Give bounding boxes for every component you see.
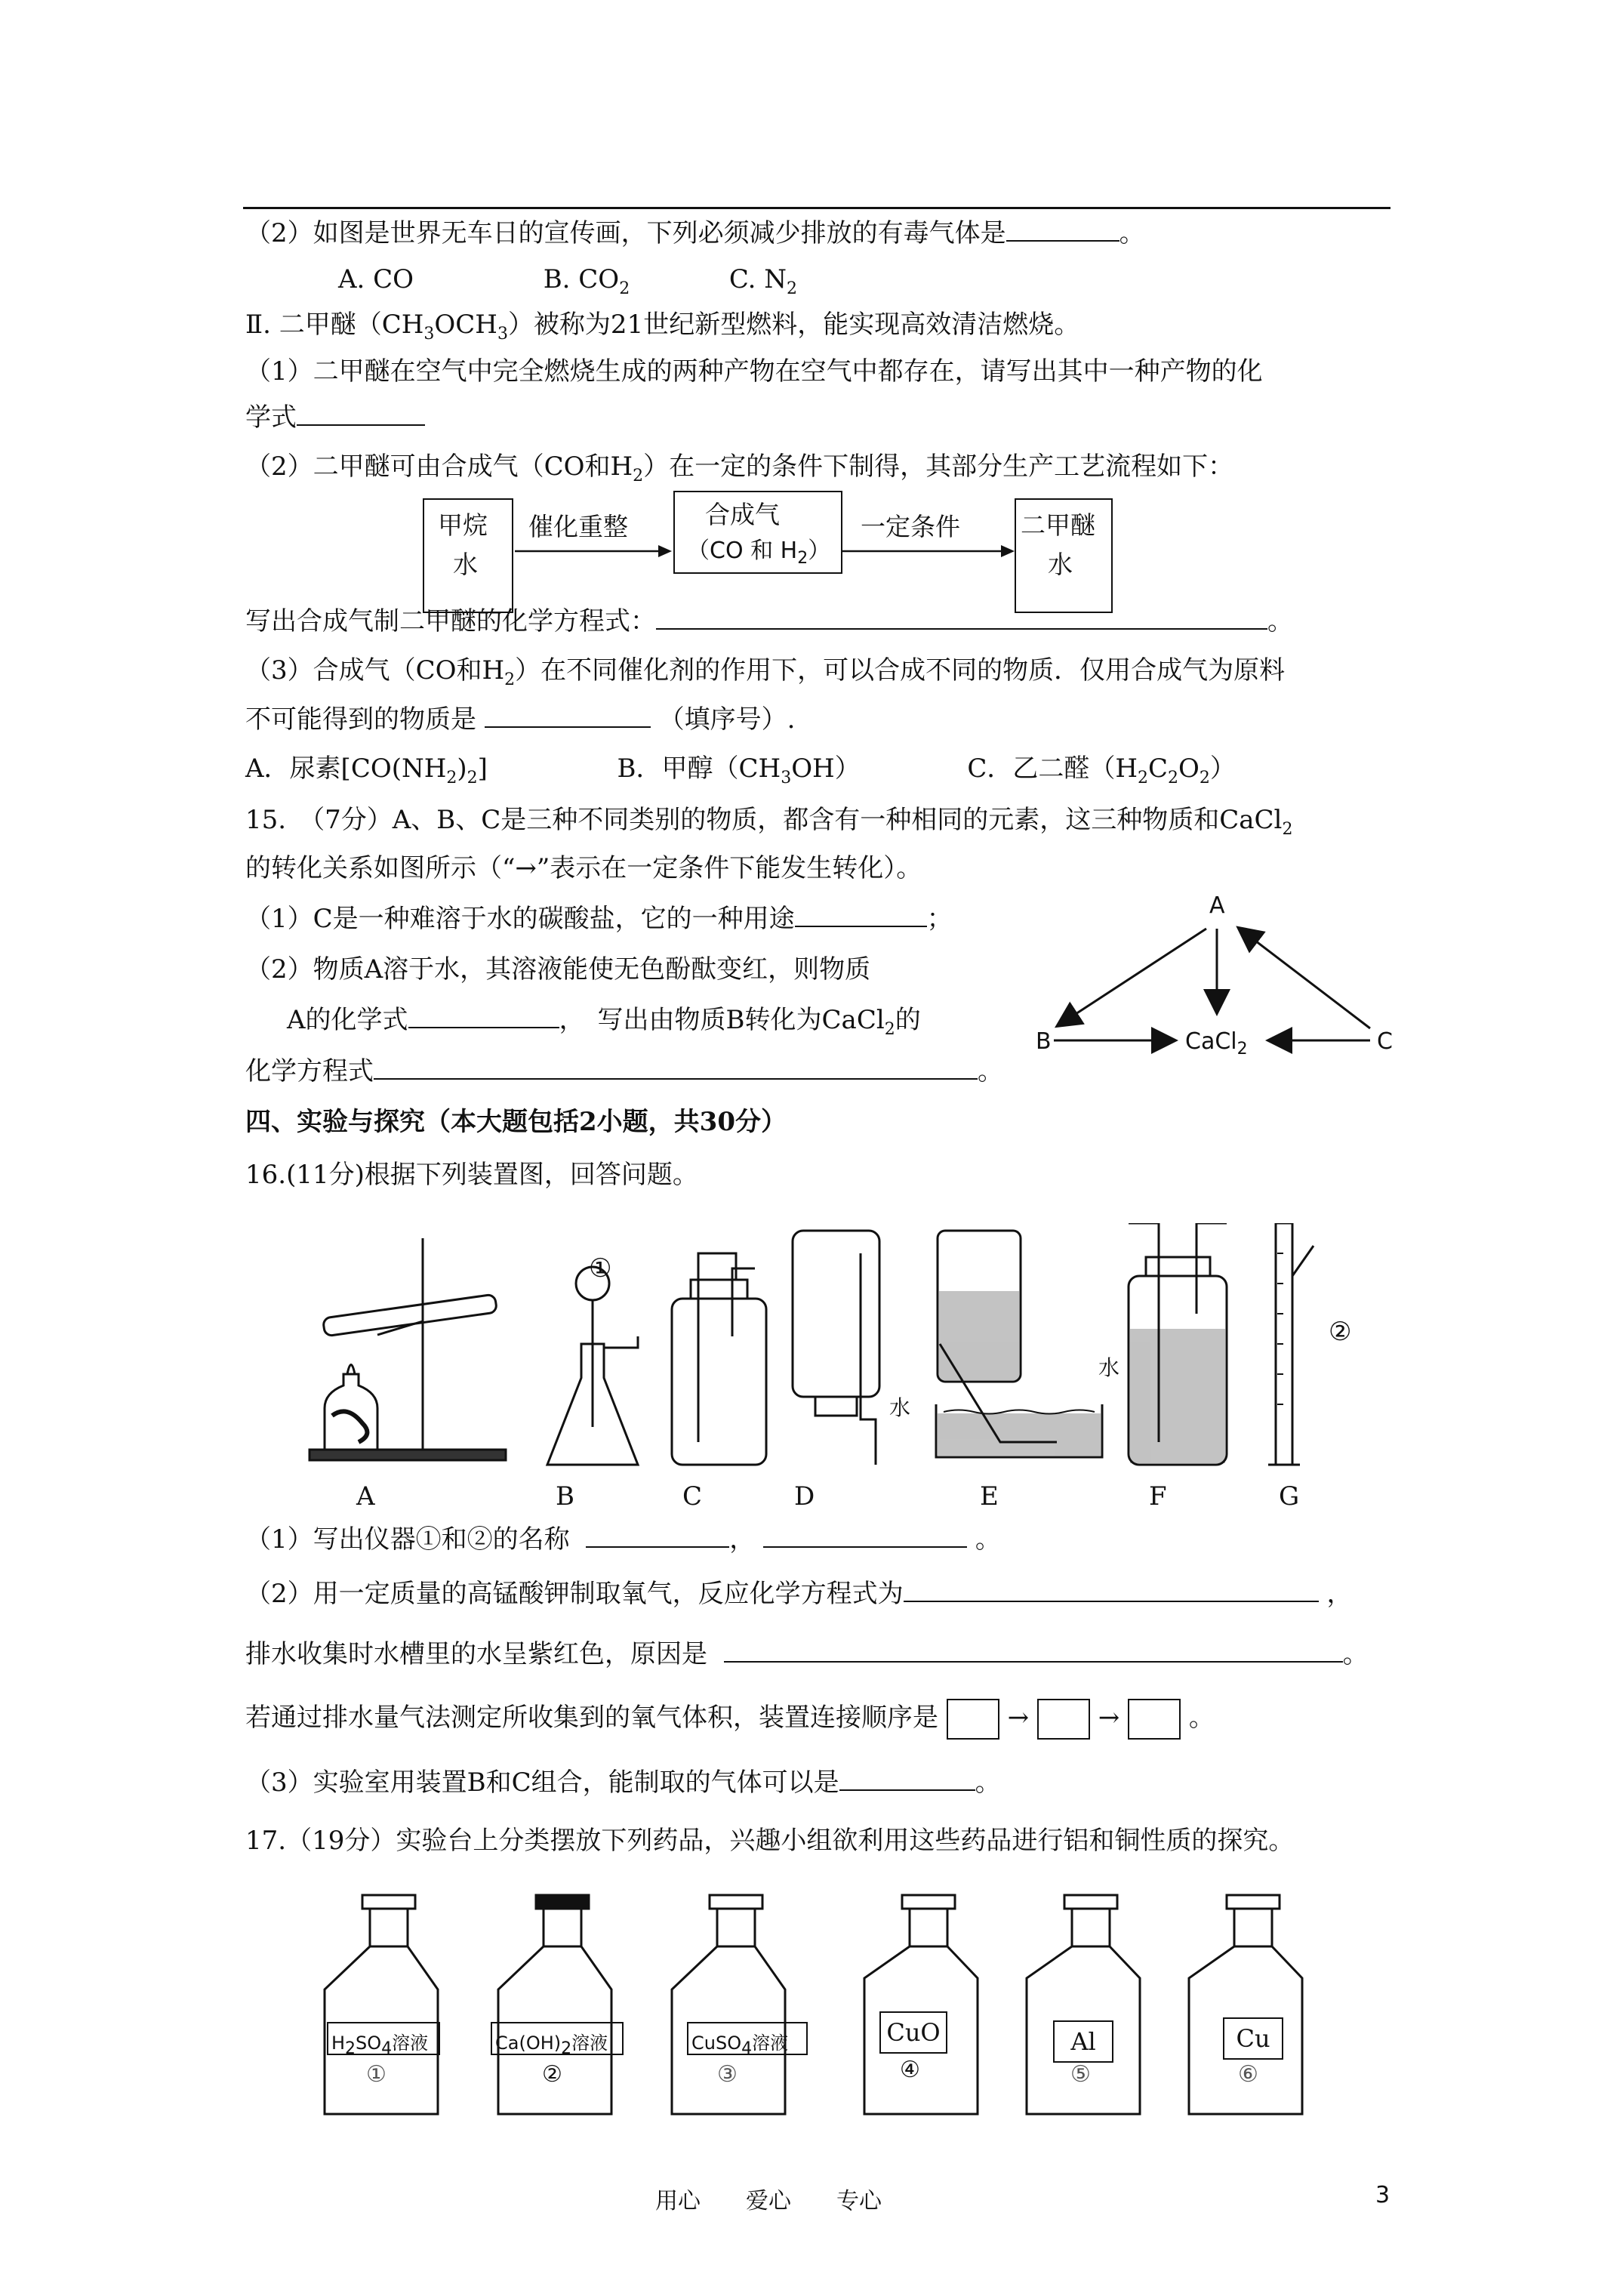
answer-blank[interactable] [374, 1056, 978, 1080]
q15-q2-line2: A的化学式 ， 写出由物质B转化为CaCl$_2$的 [287, 1005, 921, 1039]
option-c: C．乙二醛$(H_2C_2O_2)$ [967, 754, 1236, 787]
order-box-1[interactable] [947, 1699, 999, 1740]
q17-heading: 17.（19分）实验台上分类摆放下列药品，兴趣小组欲利用这些药品进行铝和铜性质的探究。 [245, 1826, 1295, 1856]
answer-blank[interactable] [724, 1638, 1343, 1663]
answer-blank[interactable] [904, 1578, 1319, 1602]
page-number: 3 [1375, 2182, 1390, 2208]
part2-options [245, 754, 1236, 794]
q15-q2-line3: 化学方程式 。 [245, 1056, 1003, 1086]
q17-bottles [317, 1888, 1313, 2144]
bottle-5-label: Al [1053, 2020, 1113, 2063]
q16-q2-line2: 排水收集时水槽里的水呈紫红色，原因是 。 [245, 1639, 1369, 1669]
flow-arrow-1 [515, 540, 673, 562]
answer-blank[interactable] [485, 704, 651, 728]
order-box-3[interactable] [1128, 1699, 1181, 1740]
bottle-3-number: ③ [717, 2061, 738, 2088]
answer-blank[interactable] [763, 1524, 967, 1548]
q15-arrows [1027, 906, 1404, 1065]
flow-arrow-2 [842, 540, 1016, 562]
flow-box-dme: 二甲醚 水 [1015, 498, 1113, 613]
apparatus-labels [0, 1481, 1623, 1512]
bottle-2-label: $Ca(OH)_2$溶液 [491, 2022, 624, 2055]
water-label-2: 水 [1098, 1355, 1120, 1380]
q14-line-2: （2）如图是世界无车日的宣传画，下列必须减少排放的有毒气体是 。 [245, 218, 1145, 248]
section4-title: 四、实验与探究（本大题包括2小题，共30分） [245, 1107, 787, 1137]
q16-q3: （3）实验室用装置B和C组合，能制取的气体可以是 。 [245, 1767, 1001, 1798]
option-a: A．尿素$[CO(NH_2)_2]$ [245, 754, 488, 787]
label-c: C [682, 1481, 703, 1512]
bottle-1-label: $H_2SO_4$溶液 [327, 2022, 440, 2055]
label-g: G [1279, 1481, 1300, 1512]
node-a: A [1209, 892, 1225, 919]
part2-q1-line2: 学式 [245, 402, 425, 433]
flow-arrow1-label: 催化重整 [528, 512, 628, 541]
q16-q2: （2）用一定质量的高锰酸钾制取氧气，反应化学方程式为 ， [245, 1579, 1353, 1609]
q16-apparatus [302, 1223, 1329, 1472]
bottle-2-number: ② [542, 2061, 562, 2088]
node-c: C [1377, 1028, 1393, 1055]
label-d: D [794, 1481, 815, 1512]
q15-line2: 的转化关系如图所示（“→”表示在一定条件下能发生转化）。 [245, 853, 922, 883]
part2-equation-prompt: 写出合成气制二甲醚的化学方程式： 。 [245, 606, 1293, 636]
bottle-5-number: ⑤ [1070, 2061, 1091, 2088]
part2-q2: （2）二甲醚可由合成气（CO和$H_2$）在一定的条件下制得，其部分生产工艺流程如下： [245, 451, 1234, 485]
answer-blank[interactable] [839, 1767, 975, 1791]
footer-motto: 用心 爱心 专心 [655, 2188, 882, 2214]
answer-blank[interactable] [1006, 217, 1119, 242]
order-box-2[interactable] [1037, 1699, 1090, 1740]
label-e: E [980, 1481, 999, 1512]
answer-blank[interactable] [656, 606, 1267, 630]
option-b: B．甲醇$(CH_3OH)$ [617, 754, 861, 787]
bottle-6-number: ⑥ [1238, 2061, 1258, 2088]
q16-q2-line3: 若通过排水量气法测定所收集到的氧气体积，装置连接顺序是 → → 。 [245, 1699, 1215, 1740]
answer-blank[interactable] [795, 903, 927, 927]
answer-blank[interactable] [586, 1524, 729, 1548]
option-c: C. $N_2$ [728, 264, 797, 298]
bottle-4-number: ④ [900, 2057, 920, 2083]
option-b: B. $CO_2$ [543, 264, 630, 298]
bottle-4-label: CuO [879, 2011, 947, 2054]
bottle-3-label: CuSO$_4$溶液 [687, 2022, 808, 2055]
label-a: A [356, 1481, 375, 1512]
part2-heading: Ⅱ. 二甲醚$(CH_3OCH_3)$被称为21世纪新型燃料，能实现高效清洁燃烧。 [245, 310, 1080, 344]
q15-line1: 15. （7分）A、B、C是三种不同类别的物质，都含有一种相同的元素，这三种物质和CaCl$_2$ [245, 805, 1293, 839]
part2-q1-line1: （1）二甲醚在空气中完全燃烧生成的两种产物在空气中都存在，请写出其中一种产物的化 [245, 356, 1263, 387]
flow-arrow2-label: 一定条件 [861, 512, 960, 541]
option-a: A. CO [338, 264, 414, 294]
q14-options [338, 264, 797, 304]
q16-heading: 16.(11分)根据下列装置图，回答问题。 [245, 1160, 698, 1190]
bottle-1-number: ① [366, 2061, 387, 2088]
node-b: B [1036, 1028, 1052, 1055]
part2-q3-line1: （3）合成气（CO和$H_2$）在不同催化剂的作用下，可以合成不同的物质．仅用合成气为原料 [245, 655, 1286, 689]
flow-box-syngas: 合成气 （CO 和 $H_2$） [673, 491, 842, 574]
bottle-6-label: Cu [1223, 2017, 1283, 2060]
flow-box-methane: 甲烷 水 [423, 498, 513, 613]
water-label-1: 水 [889, 1395, 911, 1420]
label-f: F [1149, 1481, 1167, 1512]
q16-q1: （1）写出仪器①和②的名称 ， 。 [245, 1524, 1001, 1555]
node-cacl2: CaCl$_2$ [1185, 1028, 1248, 1059]
top-rule [243, 207, 1390, 209]
answer-blank[interactable] [408, 1004, 559, 1028]
mark-1: ① [589, 1253, 612, 1284]
mark-2: ② [1329, 1317, 1352, 1347]
q15-q1: （1）C是一种难溶于水的碳酸盐，它的一种用途 ； [245, 904, 953, 934]
answer-blank[interactable] [297, 402, 425, 426]
label-b: B [556, 1481, 574, 1512]
q15-q2: （2）物质A溶于水，其溶液能使无色酚酞变红，则物质 [245, 954, 871, 985]
part2-q3-line2: 不可能得到的物质是 （填序号）. [245, 704, 796, 735]
